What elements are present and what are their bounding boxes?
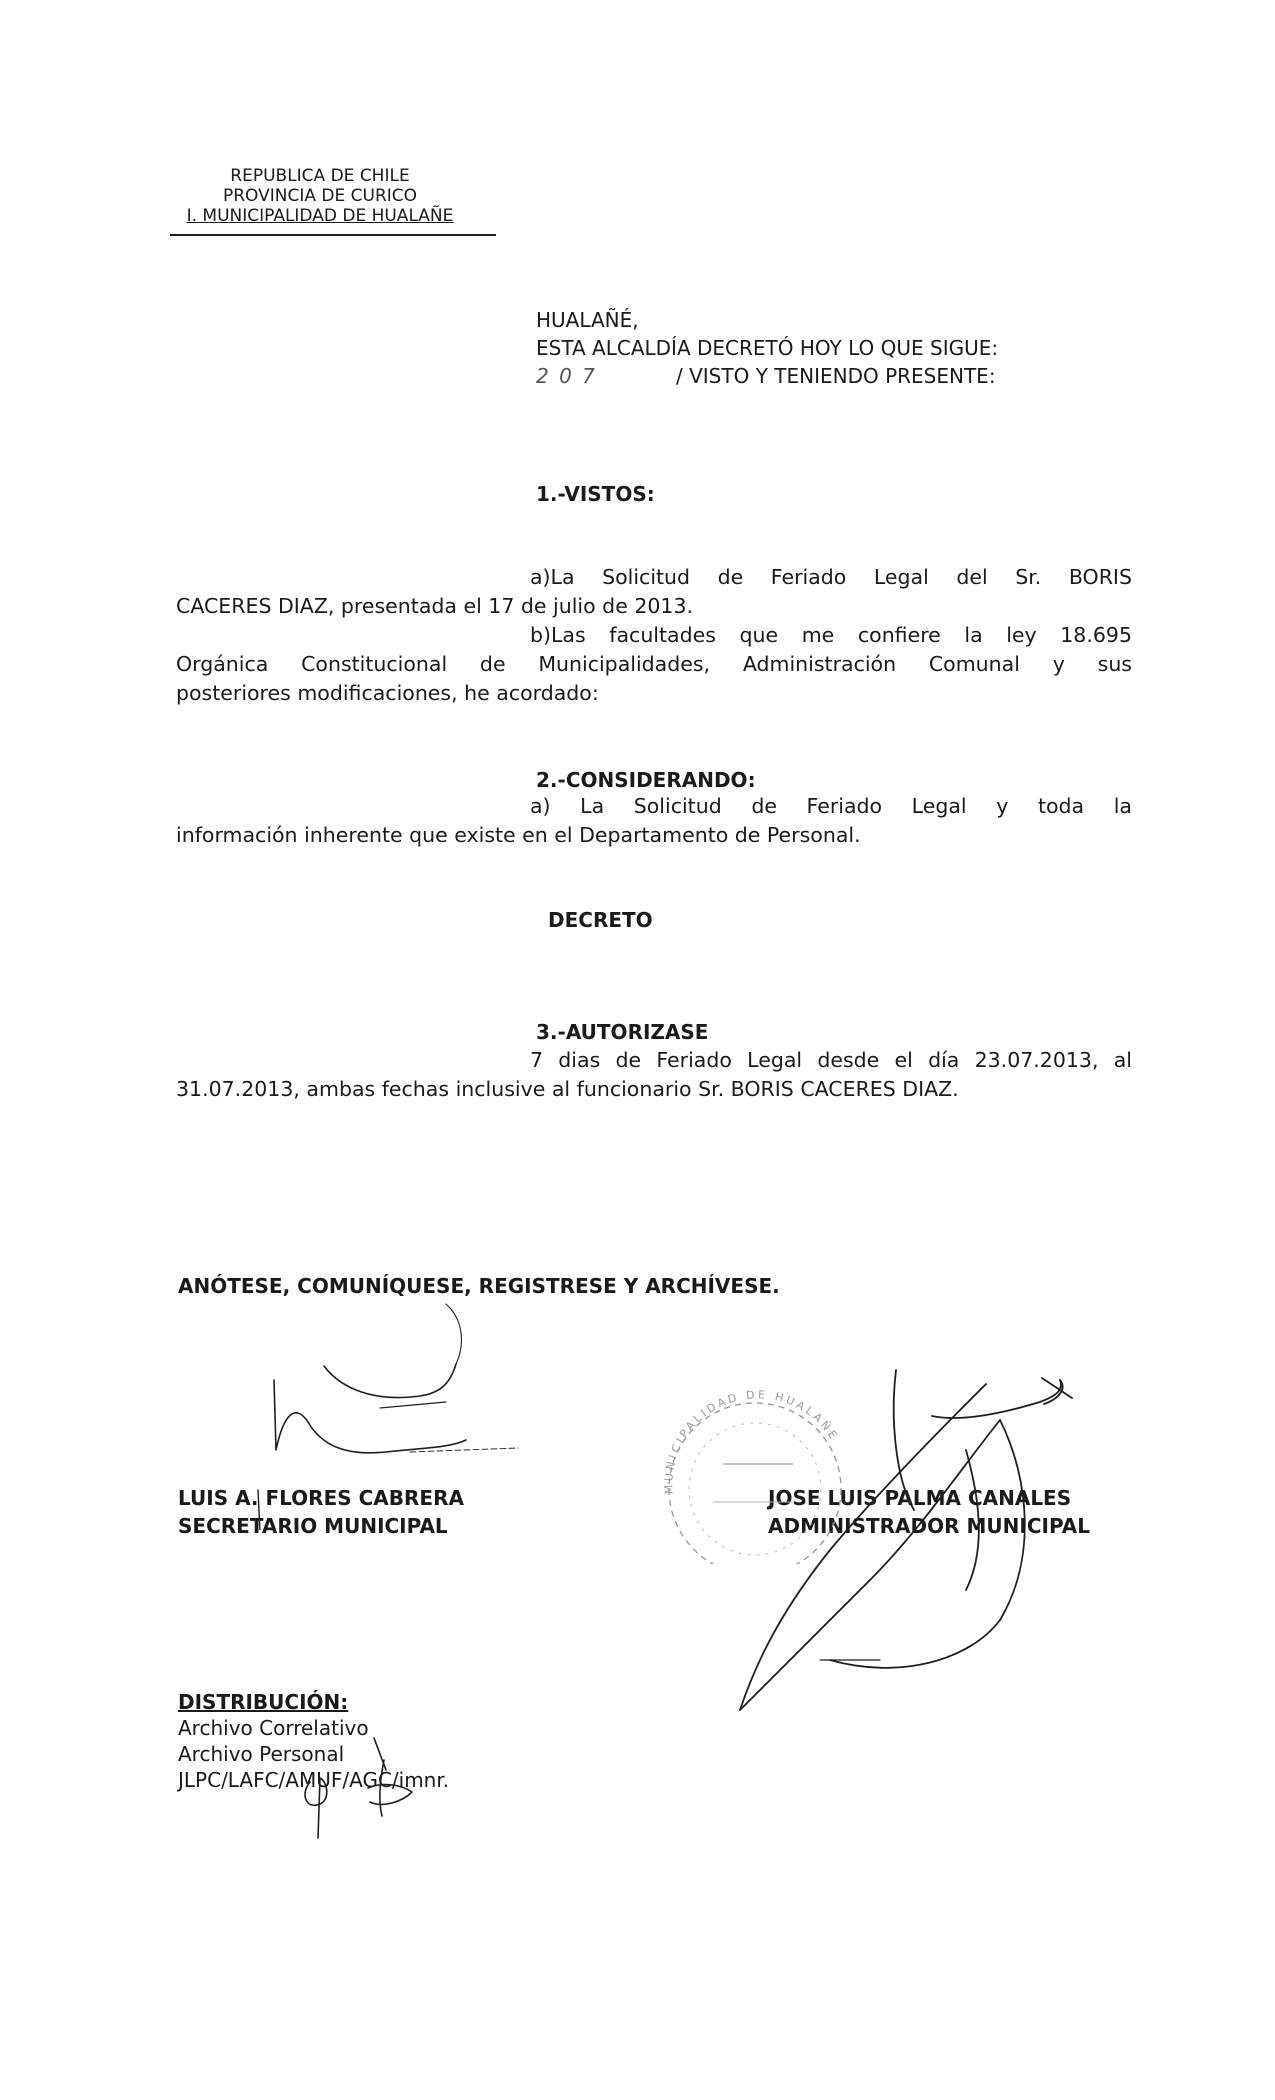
letterhead-municipality: I. MUNICIPALIDAD DE HUALAÑE xyxy=(186,206,454,226)
decree-visto: / VISTO Y TENIENDO PRESENTE: xyxy=(676,364,996,388)
vistos-a-line1: a)La Solicitud de Feriado Legal del Sr. BORIS xyxy=(530,565,1132,589)
signatory-left-name: LUIS A. FLORES CABRERA xyxy=(178,1486,464,1510)
signatory-left-title: SECRETARIO MUNICIPAL xyxy=(178,1514,448,1538)
autorizase-heading: 3.-AUTORIZASE xyxy=(536,1020,709,1044)
distribution-heading: DISTRIBUCIÓN: xyxy=(178,1690,349,1714)
distribution-item: Archivo Correlativo xyxy=(178,1716,369,1740)
decree-number-value: 2 0 7 xyxy=(536,364,597,388)
closing-formula: ANÓTESE, COMUNÍQUESE, REGISTRESE Y ARCHÍVESE. xyxy=(178,1274,780,1298)
letterhead-country: REPUBLICA DE CHILE xyxy=(230,166,410,186)
vistos-b-line2: Orgánica Constitucional de Municipalidades, Administración Comunal y sus xyxy=(176,652,1132,676)
signatory-right-name: JOSE LUIS PALMA CANALES xyxy=(768,1486,1072,1510)
vistos-b xyxy=(176,621,1132,708)
letterhead xyxy=(150,166,490,226)
autorizase-line1: 7 dias de Feriado Legal desde el día 23.07.2013, al xyxy=(530,1048,1132,1072)
vistos-b-line3: posteriores modificaciones, he acordado: xyxy=(176,681,599,705)
decree-place: HUALAÑÉ, xyxy=(536,308,639,332)
considerando-a xyxy=(176,792,1132,850)
considerando-heading: 2.-CONSIDERANDO: xyxy=(536,768,756,792)
decree-number xyxy=(536,362,597,390)
signatory-right-title: ADMINISTRADOR MUNICIPAL xyxy=(768,1514,1090,1538)
considerando-a-line1: a) La Solicitud de Feriado Legal y toda la xyxy=(530,794,1132,818)
autorizase-body xyxy=(176,1046,1132,1104)
vistos-a xyxy=(176,563,1132,621)
considerando-a-line2: información inherente que existe en el Departamento de Personal. xyxy=(176,823,861,847)
autorizase-line2: 31.07.2013, ambas fechas inclusive al funcionario Sr. BORIS CACERES DIAZ. xyxy=(176,1077,959,1101)
signature-right xyxy=(700,1360,1100,1730)
stamp-text: MUNICIPALIDAD DE HUALAÑE xyxy=(662,1388,842,1495)
distribution-item: JLPC/LAFC/AMUF/AGC/imnr. xyxy=(178,1768,450,1792)
letterhead-province: PROVINCIA DE CURICO xyxy=(222,186,418,206)
decreto-heading: DECRETO xyxy=(548,908,653,932)
vistos-b-line1: b)Las facultades que me confiere la ley 18.695 xyxy=(530,623,1132,647)
decree-intro: ESTA ALCALDÍA DECRETÓ HOY LO QUE SIGUE: xyxy=(536,336,999,360)
letterhead-rule xyxy=(170,234,496,236)
vistos-heading: 1.-VISTOS: xyxy=(536,482,655,506)
vistos-a-line2: CACERES DIAZ, presentada el 17 de julio de 2013. xyxy=(176,594,694,618)
distribution-item: Archivo Personal xyxy=(178,1742,345,1766)
svg-text:MUNICIPALIDAD DE HUALAÑE xyxy=(662,1388,841,1494)
